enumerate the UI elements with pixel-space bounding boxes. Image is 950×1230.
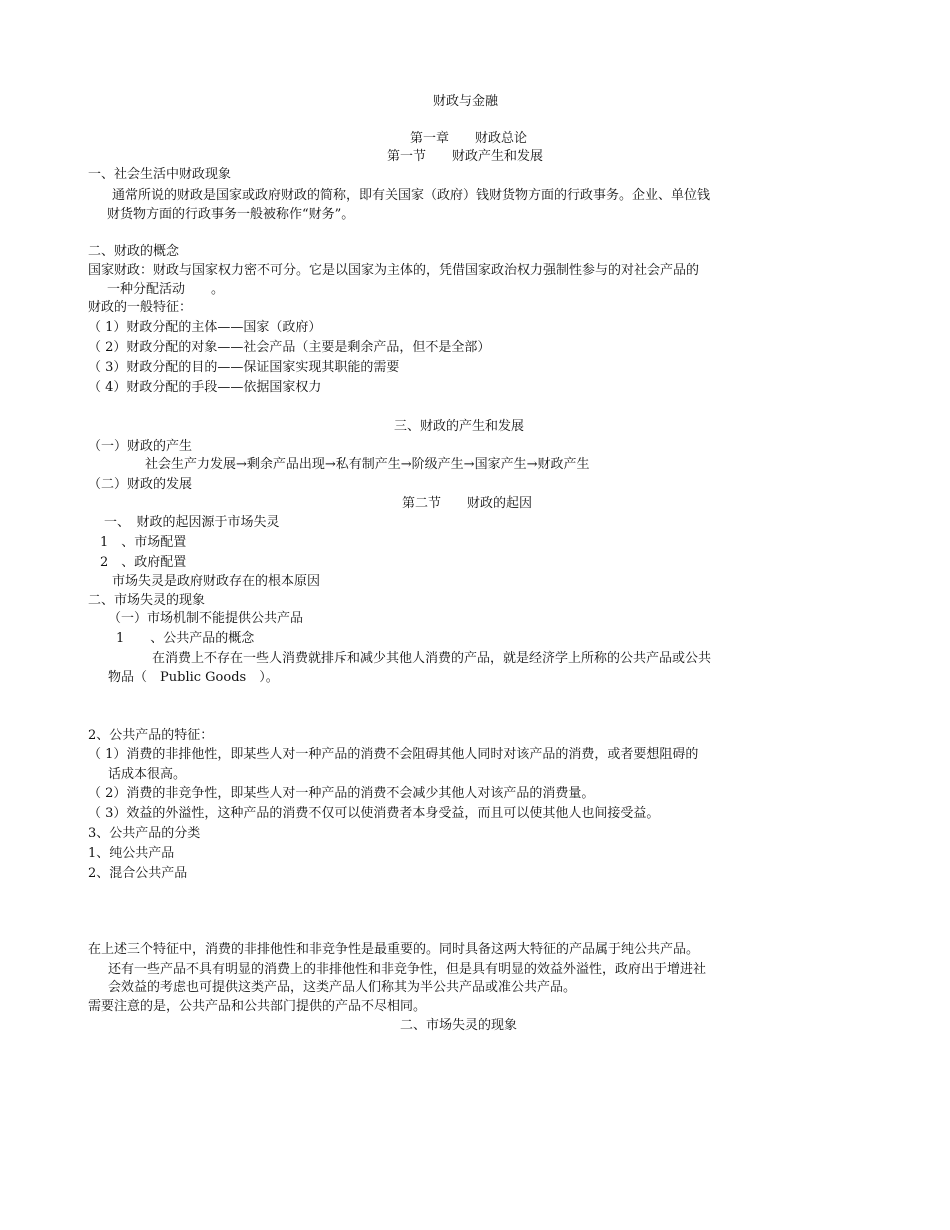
section-2-heading: 第二节 财政的起因 (402, 496, 533, 511)
feature-2: （ 2）消费的非竞争性，即某些人对一种产品的消费不会减少其他人对该产品的消费量。 (88, 786, 595, 801)
subheading-3-1: （一）财政的产生 (88, 439, 193, 454)
features-heading: 2、公共产品的特征： (88, 728, 214, 743)
feature-item: （ 3）财政分配的目的——保证国家实现其职能的需要 (88, 360, 400, 375)
section-2-subheading: （一）市场机制不能提供公共产品 (108, 611, 304, 626)
document-title: 财政与金融 (433, 94, 499, 109)
feature-1-line-b: 话成本很高。 (108, 767, 187, 782)
heading-1: 一、社会生活中财政现象 (88, 167, 232, 182)
feature-item: （ 1）财政分配的主体——国家（政府） (88, 320, 322, 335)
feature-item: （ 4）财政分配的手段——依据国家权力 (88, 380, 322, 395)
definition-line-a: 在消费上不存在一些人消费就排斥和减少其他人消费的产品，就是经济学上所称的公共产品或公共 (152, 651, 712, 666)
section-2-item: 2 、政府配置 (100, 555, 187, 570)
heading-2: 二、财政的概念 (88, 244, 180, 259)
trailing-heading: 二、市场失灵的现象 (400, 1018, 518, 1033)
section-2-subsubheading: 1 、公共产品的概念 (116, 631, 255, 646)
paragraph-1-line-b: 财货物方面的行政事务一般被称作“财务”。 (107, 207, 355, 222)
paragraph-1-line-a: 通常所说的财政是国家或政府财政的简称，即有关国家（政府）钱财货物方面的行政事务。企业、单位钱 (112, 188, 711, 203)
chapter-heading: 第一章 财政总论 (410, 131, 528, 146)
section-2-heading-1: 一、 财政的起因源于市场失灵 (104, 515, 280, 530)
feature-item: （ 2）财政分配的对象——社会产品（主要是剩余产品，但不是全部） (88, 340, 491, 355)
section-2-item: 1 、市场配置 (100, 535, 187, 550)
classification-item: 2、混合公共产品 (88, 866, 188, 881)
classification-item: 1、纯公共产品 (88, 846, 175, 861)
flow-text: 社会生产力发展→剩余产品出现→私有制产生→阶级产生→国家产生→财政产生 (145, 457, 590, 472)
subheading-3-2: （二）财政的发展 (88, 477, 193, 492)
summary-line-a: 在上述三个特征中，消费的非排他性和非竞争性是最重要的。同时具备这两大特征的产品属于纯公共产品。 (88, 942, 700, 957)
paragraph-2-line-b: 一种分配活动 。 (107, 282, 225, 297)
feature-3: （ 3）效益的外溢性，这种产品的消费不仅可以使消费者本身受益，而且可以使其他人也间接受益。 (88, 806, 660, 821)
section-1-heading: 第一节 财政产生和发展 (387, 149, 544, 164)
paragraph-2-line-c: 财政的一般特征： (88, 300, 193, 315)
section-2-heading-2: 二、市场失灵的现象 (88, 593, 206, 608)
summary-line-b: 还有一些产品不具有明显的消费上的非排他性和非竞争性，但是具有明显的效益外溢性，政府出于增进社 (108, 962, 707, 977)
summary-line-d: 需要注意的是，公共产品和公共部门提供的产品不尽相同。 (88, 999, 427, 1014)
summary-line-c: 会效益的考虑也可提供这类产品，这类产品人们称其为半公共产品或准公共产品。 (108, 980, 577, 995)
heading-3: 三、财政的产生和发展 (394, 419, 525, 434)
definition-line-b: 物品（ Public Goods ）。 (108, 670, 279, 685)
paragraph-2-line-a: 国家财政：财政与国家权力密不可分。它是以国家为主体的，凭借国家政治权力强制性参与的对社会产品的 (88, 263, 700, 278)
feature-1-line-a: （ 1）消费的非排他性，即某些人对一种产品的消费不会阻碍其他人同时对该产品的消费，或者要想阻碍的 (88, 747, 699, 762)
section-2-paragraph: 市场失灵是政府财政存在的根本原因 (112, 574, 321, 589)
classification-heading: 3、公共产品的分类 (88, 826, 201, 841)
